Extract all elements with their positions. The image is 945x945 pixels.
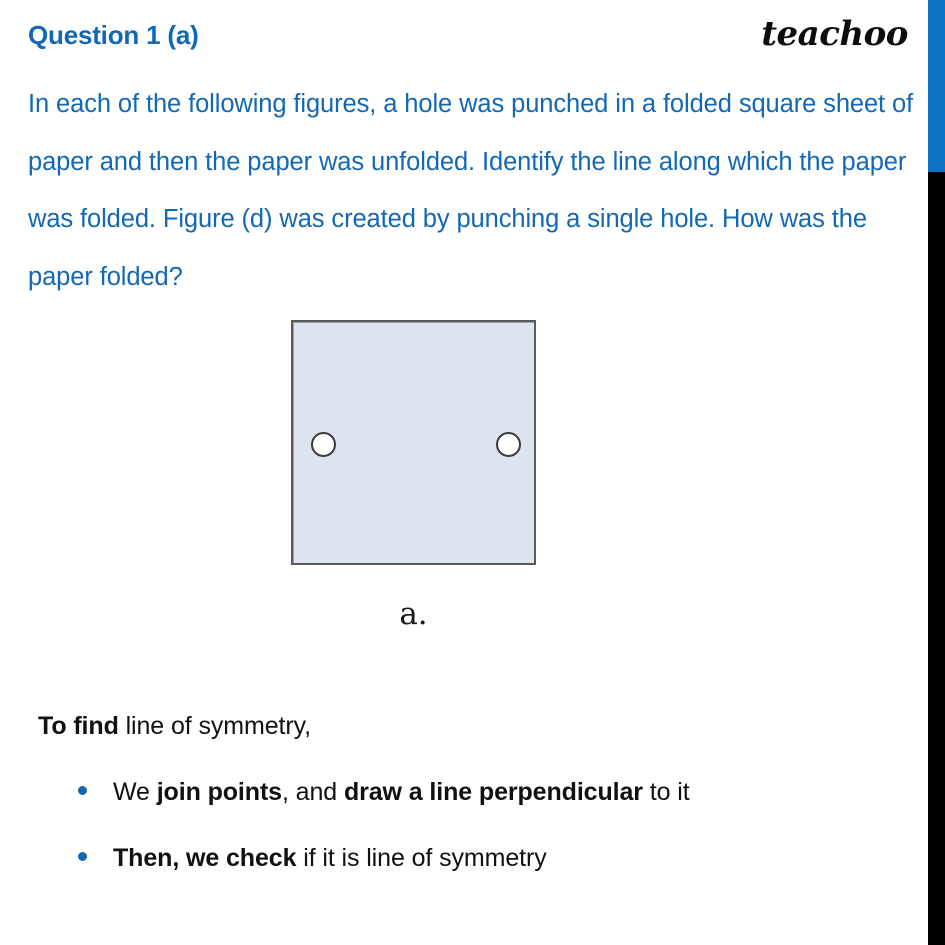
teachoo-logo: teachoo: [761, 14, 908, 54]
solution-lead-rest: line of symmetry,: [118, 712, 311, 740]
solution-lead: [38, 712, 311, 741]
figure-caption: a.: [399, 596, 428, 632]
solution-lead-bold: To find: [38, 712, 119, 740]
list-item: [78, 844, 547, 873]
bullet-dot-icon: [78, 852, 87, 861]
punch-hole-right-icon: [496, 432, 521, 457]
question-text: In each of the following figures, a hole was punched in a folded square sheet of paper and then the paper was unfolded. Identify the line along which the paper was folded. Figure (d) was created by punching a single hole. How was the paper folded?: [28, 90, 914, 291]
bullet-dot-icon: [78, 786, 87, 795]
paper-sheet-square: [291, 320, 536, 565]
page-title: Question 1 (a): [28, 20, 199, 50]
list-item-label: We join points, and draw a line perpendicular to it: [113, 778, 690, 806]
decorative-edge-blue: [928, 0, 945, 172]
list-item-label: Then, we check if it is line of symmetry: [113, 844, 547, 872]
list-item: [78, 778, 690, 807]
decorative-edge-black: [928, 172, 945, 945]
punch-hole-left-icon: [311, 432, 336, 457]
